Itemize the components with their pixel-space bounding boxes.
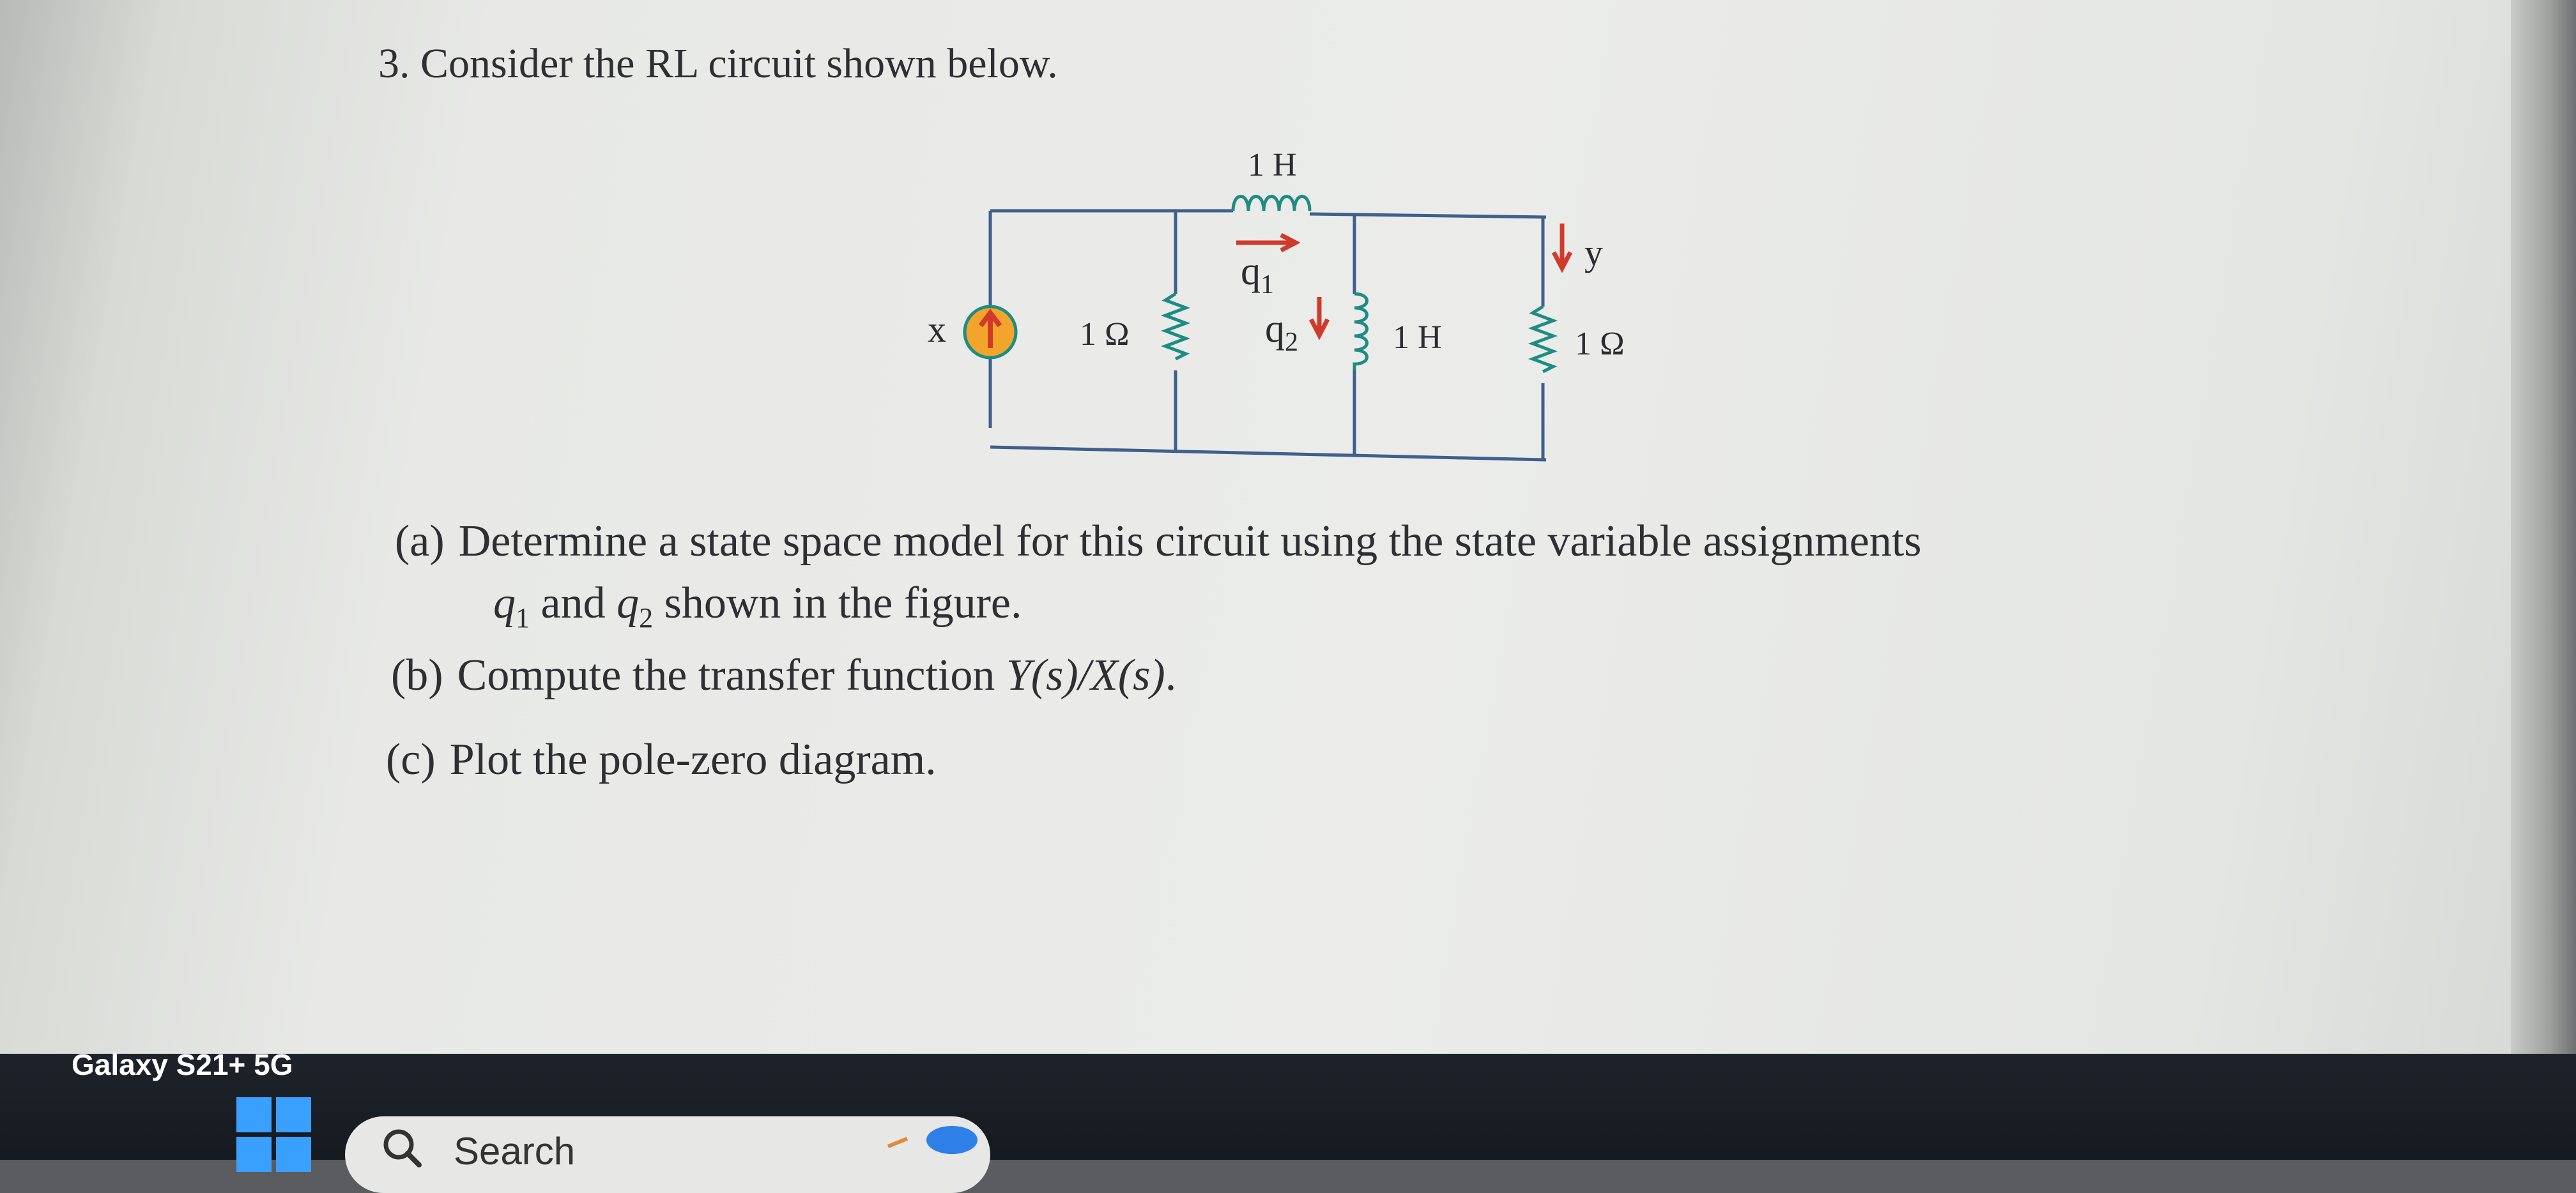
search-icon: [377, 1123, 428, 1174]
part-a-end-text: shown in the figure.: [653, 579, 1022, 628]
q1-label: [1241, 250, 1274, 300]
y-arrow: [1554, 224, 1570, 268]
part-c-letter: (c): [386, 735, 436, 784]
resistor-right-label: 1 Ω: [1575, 326, 1625, 362]
q2-subscript: 2: [1285, 328, 1298, 357]
inductor-top-label: 1 H: [1248, 147, 1297, 183]
q1-arrow: [1236, 235, 1296, 250]
source-label: x: [928, 308, 946, 350]
search-highlight-icon: [882, 1121, 990, 1159]
right-resistor: [1533, 307, 1553, 372]
part-c: [386, 734, 937, 786]
part-a-letter: (a): [395, 517, 445, 566]
search-placeholder: Search: [454, 1130, 576, 1173]
mid-inductor: [1354, 294, 1367, 370]
left-resistor: [1165, 294, 1186, 359]
monitor-bezel: [2511, 0, 2576, 1160]
part-b-end: .: [1165, 651, 1177, 700]
top-inductor: [1233, 197, 1310, 211]
and-text: and: [530, 579, 617, 628]
part-b-text: Compute the transfer function: [457, 651, 1006, 700]
q2-label: [1265, 307, 1298, 357]
part-c-text: Plot the pole-zero diagram.: [449, 735, 937, 784]
top-wire-right: [1310, 214, 1546, 217]
q2-symbol-inline: q: [617, 579, 640, 628]
q2-arrow: [1311, 297, 1328, 335]
q1-subscript: 1: [1261, 270, 1274, 300]
q2-symbol: q: [1265, 307, 1285, 351]
device-watermark: Galaxy S21+ 5G: [72, 1048, 293, 1081]
resistor-left-label: 1 Ω: [1080, 316, 1130, 353]
part-b: [391, 650, 1176, 701]
problem-heading: 3. Consider the RL circuit shown below.: [378, 40, 1058, 87]
q2-sub-inline: 2: [639, 602, 654, 634]
q1-sub-inline: 1: [516, 602, 530, 634]
inductor-mid-label: 1 H: [1393, 319, 1442, 356]
part-a-text: Determine a state space model for this circuit using the state variable assignments: [458, 517, 1922, 566]
transfer-function: Y(s)/X(s): [1006, 651, 1165, 700]
part-b-letter: (b): [391, 651, 443, 700]
bottom-wire: [990, 447, 1546, 460]
output-label: y: [1584, 232, 1603, 273]
q1-symbol: q: [1241, 250, 1261, 293]
part-a-continuation: [493, 578, 1022, 634]
rl-circuit-diagram: [894, 128, 1693, 485]
q1-symbol-inline: q: [493, 579, 516, 628]
part-a: [395, 516, 1922, 567]
windows-start-icon[interactable]: [236, 1097, 313, 1174]
